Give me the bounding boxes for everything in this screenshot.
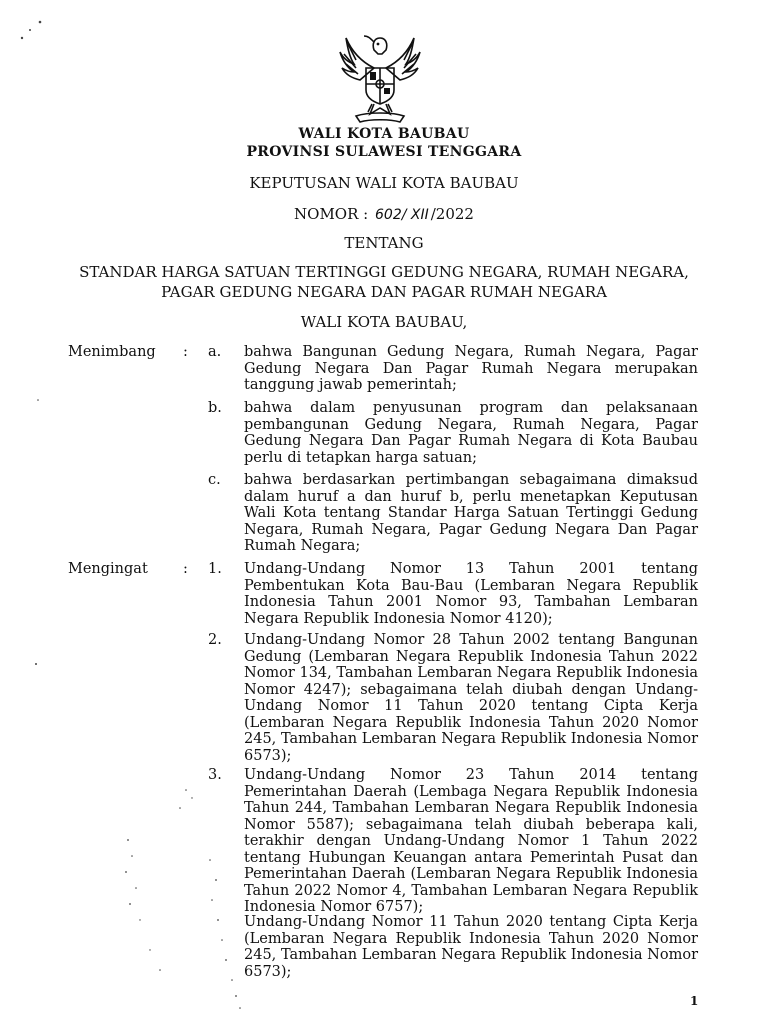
menimbang-marker-a: a. (208, 344, 222, 360)
menimbang-item-c: bahwa berdasarkan pertimbangan sebagaimana dimaksud dalam huruf a dan huruf b, perlu menetapkan Keputusan Wali Kota tentang Standar Harga Satuan Tertinggi Gedung Negara, Rumah Negara, Pagar Gedung Negara Dan Pagar Rumah Negara; (244, 472, 698, 554)
menimbang-item-b: bahwa dalam penyusunan program dan pelaksanaan pembangunan Gedung Negara, Rumah Negara, Pagar Gedung Negara Dan Pagar Rumah Negara di Kota Baubau perlu di tetapkan harga satuan; (244, 400, 698, 466)
menimbang-label: Menimbang (68, 344, 156, 360)
header-province-name: PROVINSI SULAWESI TENGGARA (246, 144, 522, 160)
mengingat-marker-1: 1. (208, 561, 222, 577)
decree-number-year: /2022 (430, 205, 474, 223)
issuer-line: WALI KOTA BAUBAU, (300, 313, 468, 331)
mengingat-label: Mengingat (68, 561, 148, 577)
decree-title: KEPUTUSAN WALI KOTA BAUBAU (249, 174, 519, 192)
decree-number-handwritten: 602/ XII (375, 207, 429, 223)
menimbang-marker-b: b. (208, 400, 222, 416)
subject-line-2: PAGAR GEDUNG NEGARA DAN PAGAR RUMAH NEGARA (161, 283, 607, 301)
mengingat-marker-2: 2. (208, 632, 222, 648)
tentang-heading: TENTANG (344, 234, 424, 252)
mengingat-item-2: Undang-Undang Nomor 28 Tahun 2002 tentang Bangunan Gedung (Lembaran Negara Republik Indonesia Tahun 2022 Nomor 134, Tambahan Lembaran Negara Republik Indonesia Nomor 4247); sebagaimana telah diubah dengan Undang-Undang Nomor 11 Tahun 2020 tentang Cipta Kerja (Lembaran Negara Republik Indonesia Tahun 2020 Nomor 245, Tambahan Lembaran Negara Republik Indonesia Nomor 6573); (244, 632, 698, 764)
menimbang-colon: : (183, 344, 188, 360)
header-region-name: WALI KOTA BAUBAU (298, 126, 470, 142)
mengingat-colon: : (183, 561, 188, 577)
mengingat-marker-3: 3. (208, 767, 222, 783)
menimbang-item-a: bahwa Bangunan Gedung Negara, Rumah Negara, Pagar Gedung Negara Dan Pagar Rumah Negara merupakan tanggung jawab pemerintah; (244, 344, 698, 393)
mengingat-item-4: Undang-Undang Nomor 11 Tahun 2020 tentang Cipta Kerja (Lembaran Negara Republik Indonesia Tahun 2020 Nomor 245, Tambahan Lembaran Negara Republik Indonesia Nomor 6573); (244, 914, 698, 980)
subject-line-1: STANDAR HARGA SATUAN TERTINGGI GEDUNG NEGARA, RUMAH NEGARA, (79, 263, 689, 281)
page-number: 1 (690, 994, 699, 1008)
mengingat-item-3: Undang-Undang Nomor 23 Tahun 2014 tentang Pemerintahan Daerah (Lembaga Negara Republik Indonesia Tahun 244, Tambahan Lembaran Negara Republik Indonesia Nomor 5587); sebagaimana telah diubah beberapa kali, terakhir dengan Undang-Undang Nomor 1 Tahun 2022 tentang Hubungan Keuangan antara Pemerintah Pusat dan Pemerintahan Daerah (Lembaran Negara Republik Indonesia Tahun 2022 Nomor 4, Tambahan Lembaran Negara Republik Indonesia Nomor 6757); (244, 767, 698, 915)
mengingat-item-1: Undang-Undang Nomor 13 Tahun 2001 tentang Pembentukan Kota Bau-Bau (Lembaran Negara Republik Indonesia Tahun 2001 Nomor 93, Tambahan Lembaran Negara Republik Indonesia Nomor 4120); (244, 561, 698, 627)
decree-number-label: NOMOR : (294, 205, 369, 223)
menimbang-marker-c: c. (208, 472, 221, 488)
